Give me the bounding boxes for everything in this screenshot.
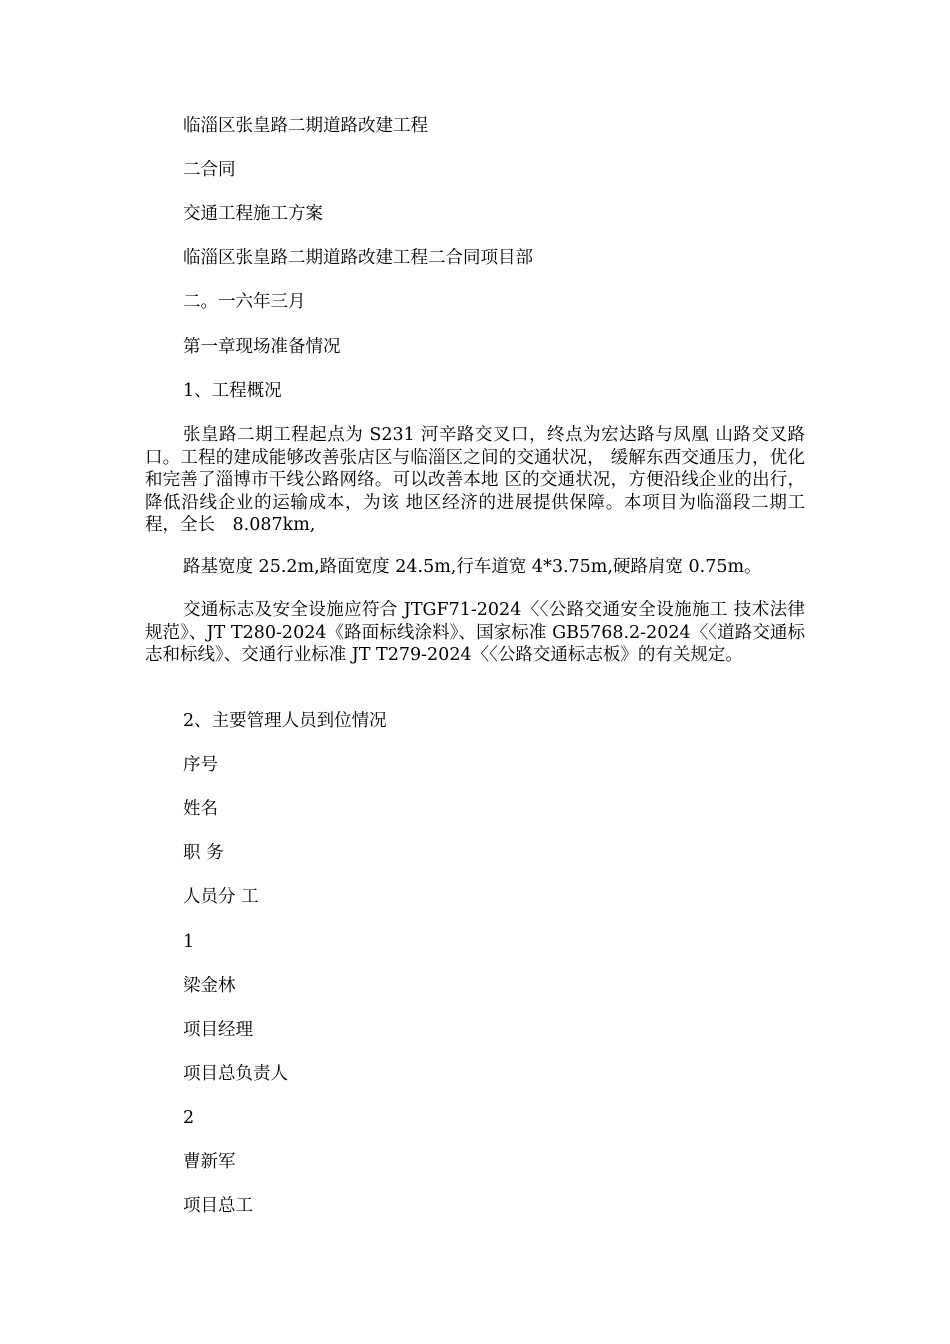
paragraph-overview: 张皇路二期工程起点为 S231 河辛路交叉口，终点为宏达路与凤凰 山路交叉路口。工程的建成能够改善张店区与临淄区之间的交通状况， 缓解东西交通压力，优化和完善了淄博市干线公路网络。可以改善本地 区的交通状况，方便沿线企业的出行，降低沿线企业的运输成本，为该 地区经济的进展提供保障。本项目为临淄段二期工程，全长 8.087km, (145, 425, 805, 535)
document-date: 二。一六年三月 (183, 292, 306, 312)
paragraph-standards: 交通标志及安全设施应符合 JTGF71-2024〈〈公路交通安全设施施工 技术法律规范》、JT T280-2024《路面标线涂料》、国家标准 GB5768.2-2024〈〈道路交通标志和标线》、交通行业标准 JT T279-2024〈〈公路交通标志板》的有关规定。 (145, 600, 805, 665)
chapter-heading: 第一章现场准备情况 (183, 337, 341, 357)
table-header-position: 职 务 (183, 843, 224, 863)
section-heading-overview: 1、工程概况 (183, 381, 282, 401)
row-1-duty: 项目总负责人 (183, 1064, 288, 1084)
row-1-no: 1 (183, 932, 195, 952)
table-header-duty: 人员分 工 (183, 887, 259, 907)
title-project-dept: 临淄区张皇路二期道路改建工程二合同项目部 (183, 248, 533, 268)
paragraph-dimensions: 路基宽度 25.2m,路面宽度 24.5m,行车道宽 4*3.75m,硬路肩宽 0.75m。 (183, 557, 762, 577)
row-1-position: 项目经理 (183, 1020, 253, 1040)
row-2-no: 2 (183, 1108, 195, 1128)
title-project-name: 临淄区张皇路二期道路改建工程 (183, 116, 428, 136)
table-header-name: 姓名 (183, 799, 218, 819)
row-1-name: 梁金林 (183, 976, 236, 996)
row-2-position: 项目总工 (183, 1196, 253, 1216)
table-header-no: 序号 (183, 755, 218, 775)
title-plan: 交通工程施工方案 (183, 204, 323, 224)
section-heading-staff: 2、主要管理人员到位情况 (183, 711, 387, 731)
row-2-name: 曹新军 (183, 1152, 236, 1172)
title-contract: 二合同 (183, 160, 236, 180)
